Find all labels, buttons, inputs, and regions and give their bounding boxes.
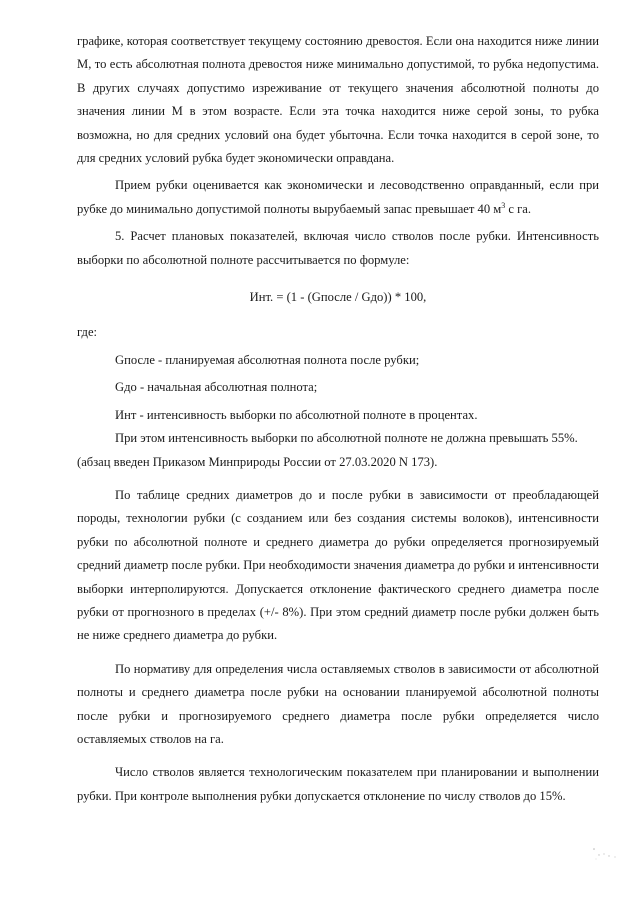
paragraph-diameter-table: По таблице средних диаметров до и после рубки в зависимости от преобладающей породы, технологии рубки (с созданием или без создания системы волоков), интенсивности рубки по абсолютной полноте и среднего диаметра до рубки определяется прогнозируемый средний диаметр после рубки. При необходимости значения диаметра до рубки и интенсивности выборки интерполируются. Допускается отклонение фактического среднего диаметра после рубки от прогнозного в пределах (+/- 8%). При этом средний диаметр после рубки должен быть не ниже среднего диаметра до рубки. <box>77 487 599 643</box>
superscript-3: 3 <box>501 200 506 210</box>
paragraph-priem-rubki <box>77 174 599 221</box>
amendment-note: (абзац введен Приказом Минприроды России от 27.03.2020 N 173). <box>77 454 438 469</box>
paragraph-grafike: графике, которая соответствует текущему состоянию древостоя. Если она находится ниже линии М, то есть абсолютная полнота древостоя ниже минимально допустимой, то рубка недопустима. В других случаях допустимо изреживание от текущего значения абсолютной полноты до значения линии М в этом возрасте. Если эта точка находится ниже серой зоны, то рубка возможна, но для средних условий она будет убыточна. Если точка находится в серой зоне, то для средних условий рубка будет экономически оправдана. <box>77 34 599 166</box>
paragraph-max-intensity: При этом интенсивность выборки по абсолютной полноте не должна превышать 55%. <box>115 431 578 446</box>
paragraph-stem-count: Число стволов является технологическим показателем при планировании и выполнении рубки. При контроле выполнения рубки допускается отклонение по числу стволов до 15%. <box>77 765 599 803</box>
formula-intensity: Инт. = (1 - (Gпосле / Gдо)) * 100, <box>249 290 427 305</box>
definition-g-do: Gдо - начальная абсолютная полнота; <box>115 380 318 395</box>
scan-artifact-marks <box>590 845 620 865</box>
paragraph-raschet: 5. Расчет плановых показателей, включая число стволов после рубки. Интенсивность выборки по абсолютной полноте рассчитывается по формуле: <box>77 229 599 267</box>
definition-int: Инт - интенсивность выборки по абсолютной полноте в процентах. <box>115 407 478 422</box>
paragraph-priem-rubki-text: Прием рубки оценивается как экономически и лесоводственно оправданный, если при рубке до минимально допустимой полноты вырубаемый запас превышает 40 м <box>77 178 599 216</box>
label-where: где: <box>77 325 98 340</box>
paragraph-normative-stems: По нормативу для определения числа оставляемых стволов в зависимости от абсолютной полноты и среднего диаметра после рубки на основании планируемой абсолютной полноты после рубки и прогнозируемого среднего диаметра после рубки определяется число оставляемых стволов на га. <box>77 661 599 746</box>
document-page <box>77 30 599 808</box>
paragraph-priem-rubki-end: с га. <box>505 201 532 216</box>
definition-g-posle: Gпосле - планируемая абсолютная полнота после рубки; <box>115 352 420 367</box>
